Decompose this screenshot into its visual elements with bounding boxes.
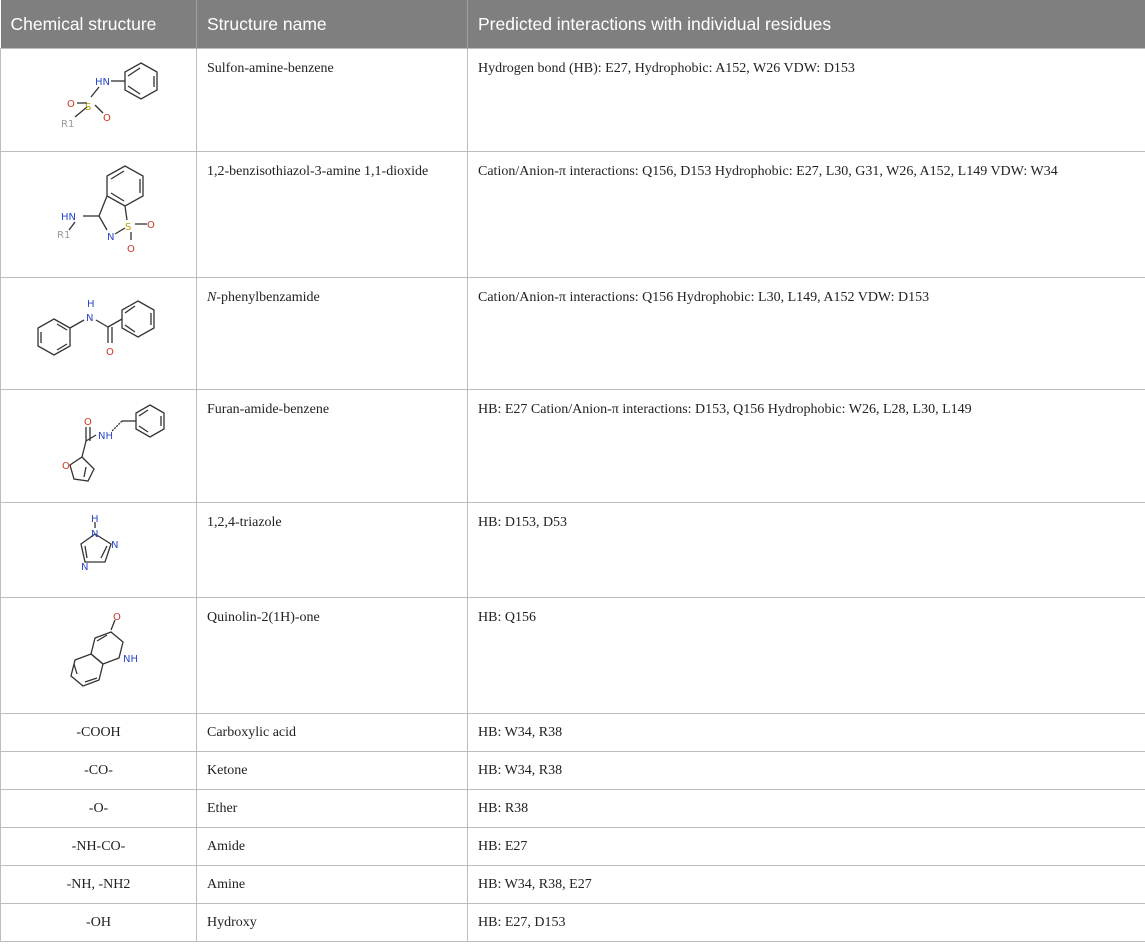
- triazole-structure: [59, 510, 139, 590]
- structure-name-cell: Amine: [197, 866, 468, 904]
- r1-label: R1: [60, 119, 74, 130]
- header-interactions: Predicted interactions with individual residues: [468, 0, 1145, 49]
- s-atom-label: S: [124, 221, 131, 233]
- structure-text-cell: -OH: [1, 904, 197, 942]
- interactions-cell: HB: E27: [468, 828, 1145, 866]
- h-atom-label: H: [90, 514, 99, 525]
- interactions-cell: HB: Q156: [468, 598, 1145, 714]
- structure-name-cell: Furan-amide-benzene: [197, 390, 468, 503]
- table-row: [1, 49, 1145, 152]
- name-italic-prefix: N: [207, 290, 217, 305]
- structure-cell: [1, 598, 197, 714]
- interactions-cell: Cation/Anion-π interactions: Q156 Hydrophobic: L30, L149, A152 VDW: D153: [468, 278, 1145, 390]
- o-atom-label: O: [105, 346, 114, 358]
- nh-atom-label: HN: [94, 77, 110, 88]
- table-row: [1, 752, 1145, 790]
- o-atom-label: O: [146, 219, 155, 231]
- s-atom-label: S: [84, 102, 91, 113]
- structure-name-cell: 1,2,4-triazole: [197, 503, 468, 598]
- n-atom-label: N: [106, 231, 114, 243]
- o-atom-label: O: [66, 99, 75, 110]
- quinolinone-structure: [49, 606, 149, 706]
- n-phenylbenzamide-structure: [24, 289, 174, 379]
- name-rest: -phenylbenzamide: [216, 290, 320, 305]
- o-atom-label: O: [102, 113, 111, 124]
- structure-name-cell: Quinolin-2(1H)-one: [197, 598, 468, 714]
- table-row: [1, 790, 1145, 828]
- header-chemical-structure: Chemical structure: [1, 0, 197, 49]
- structure-text-cell: -CO-: [1, 752, 197, 790]
- interactions-cell: HB: D153, D53: [468, 503, 1145, 598]
- structure-text-cell: -COOH: [1, 714, 197, 752]
- structure-cell: [1, 390, 197, 503]
- hn-atom-label: HN: [60, 211, 76, 223]
- o-atom-label: O: [83, 416, 92, 428]
- o-atom-label: O: [112, 611, 121, 623]
- interactions-cell: Cation/Anion-π interactions: Q156, D153 Hydrophobic: E27, L30, G31, W26, A152, L149 VDW: W34: [468, 152, 1145, 278]
- table-row: [1, 714, 1145, 752]
- n-atom-label: N: [80, 562, 88, 573]
- nh-atom-label: NH: [97, 430, 113, 442]
- h-atom-label: H: [86, 298, 95, 310]
- furan-amide-benzene-structure: [24, 399, 174, 494]
- table-row: [1, 866, 1145, 904]
- structure-name-cell: Sulfon-amine-benzene: [197, 49, 468, 152]
- structure-text-cell: -NH, -NH2: [1, 866, 197, 904]
- interactions-cell: HB: W34, R38, E27: [468, 866, 1145, 904]
- table-row: [1, 152, 1145, 278]
- interactions-cell: HB: E27 Cation/Anion-π interactions: D153, Q156 Hydrophobic: W26, L28, L30, L149: [468, 390, 1145, 503]
- structure-name-cell: Ether: [197, 790, 468, 828]
- n-atom-label: N: [90, 529, 98, 540]
- interactions-cell: HB: R38: [468, 790, 1145, 828]
- structure-cell: [1, 49, 197, 152]
- structure-name-cell: [197, 278, 468, 390]
- table-row: [1, 828, 1145, 866]
- structure-name-cell: 1,2-benzisothiazol-3-amine 1,1-dioxide: [197, 152, 468, 278]
- header-structure-name: Structure name: [197, 0, 468, 49]
- o-atom-label: O: [126, 243, 135, 255]
- benzisothiazol-amine-dioxide-structure: [39, 160, 159, 270]
- structure-cell: [1, 152, 197, 278]
- nh-atom-label: NH: [122, 653, 138, 665]
- table-row: [1, 278, 1145, 390]
- structure-name-cell: Amide: [197, 828, 468, 866]
- table-row: [1, 503, 1145, 598]
- structure-name-cell: Carboxylic acid: [197, 714, 468, 752]
- table-row: [1, 390, 1145, 503]
- interactions-cell: HB: E27, D153: [468, 904, 1145, 942]
- interactions-cell: Hydrogen bond (HB): E27, Hydrophobic: A152, W26 VDW: D153: [468, 49, 1145, 152]
- r1-label: R1: [56, 229, 70, 241]
- interactions-cell: HB: W34, R38: [468, 714, 1145, 752]
- structure-name-cell: Hydroxy: [197, 904, 468, 942]
- structure-cell: [1, 503, 197, 598]
- table-row: [1, 904, 1145, 942]
- interactions-cell: HB: W34, R38: [468, 752, 1145, 790]
- structure-cell: [1, 278, 197, 390]
- sulfon-amine-benzene-structure: [39, 55, 159, 145]
- structure-name-cell: Ketone: [197, 752, 468, 790]
- structure-text-cell: -NH-CO-: [1, 828, 197, 866]
- structure-text-cell: -O-: [1, 790, 197, 828]
- n-atom-label: N: [85, 312, 93, 324]
- n-atom-label: N: [110, 540, 118, 551]
- o-atom-label: O: [61, 460, 70, 472]
- table-row: [1, 598, 1145, 714]
- header-row: [1, 0, 1145, 49]
